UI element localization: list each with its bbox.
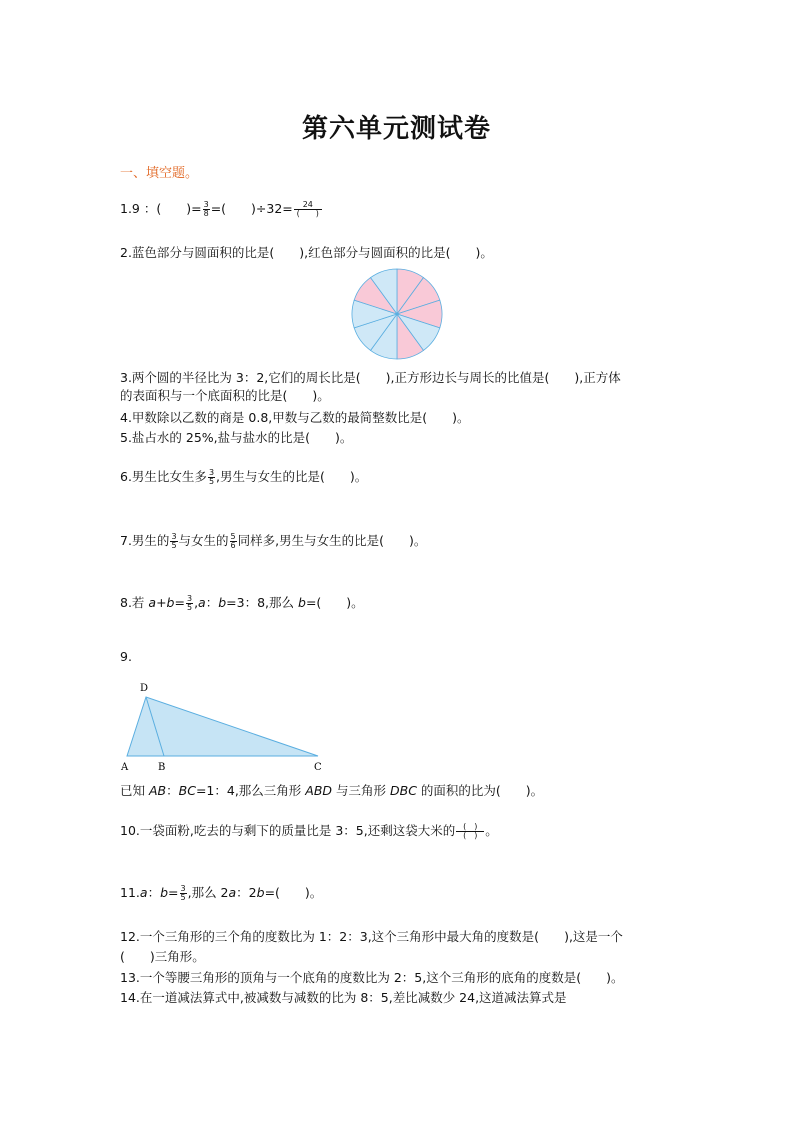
pie-circle-figure	[350, 267, 444, 361]
question-2: 2.蓝色部分与圆面积的比是( ),红色部分与圆面积的比是( )。	[120, 245, 493, 260]
fraction: $\frac{3}{8}$	[203, 200, 209, 218]
triangle-figure	[118, 676, 330, 774]
question-4: 4.甲数除以乙数的商是 0.8,甲数与乙数的最简整数比是( )。	[120, 410, 470, 425]
fraction: $\frac{3}{5}$	[180, 884, 186, 902]
vertex-label-d: D	[140, 683, 149, 694]
page-title: 第六单元测试卷	[301, 114, 491, 144]
question-3-line-2: 的表面积与一个底面积的比是( )。	[120, 388, 330, 403]
question-9: 已知 AB：BC=1：4,那么三角形 ABD 与三角形 DBC 的面积的比为( )。	[120, 783, 544, 798]
section-heading-fill-blank: 一、填空题。	[120, 166, 199, 181]
fraction: $\frac{5}{6}$	[230, 532, 236, 550]
vertex-label-b: B	[158, 762, 166, 773]
question-13: 13.一个等腰三角形的顶角与一个底角的度数比为 2：5,这个三角形的底角的度数是( )。	[120, 970, 624, 985]
fraction: $\frac{3}{5}$	[208, 468, 215, 486]
question-12-line-2: ( )三角形。	[120, 949, 205, 964]
fraction: $\frac{3}{5}$	[186, 594, 193, 612]
question-9-number: 9.	[120, 649, 132, 664]
vertex-label-a: A	[121, 762, 129, 773]
question-3-line-1: 3.两个圆的半径比为 3：2,它们的周长比是( ),正方形边长与周长的比值是( ),正方体	[120, 370, 621, 385]
fraction: $\frac{( )}{( )}$	[456, 823, 484, 840]
vertex-label-c: C	[314, 762, 322, 773]
question-8: 8.若 a+b= $\frac{3}{5}$ ,a：b=3：8,那么 b=( )。	[120, 594, 364, 612]
question-10: 10.一袋面粉,吃去的与剩下的质量比是 3：5,还剩这袋大米的 $\frac{( )}{( )}$ 。	[120, 822, 498, 840]
question-12-line-1: 12.一个三角形的三个角的度数比为 1：2：3,这个三角形中最大角的度数是( ),这是一个	[120, 929, 623, 944]
fraction: $\frac{3}{5}$	[171, 532, 177, 550]
question-6: 6.男生比女生多 $\frac{3}{5}$ ,男生与女生的比是( )。	[120, 468, 368, 486]
question-1: 1.9 ：( )= $\frac{3}{8}$ =( )÷32= $\frac{24}{( )}$	[120, 200, 323, 218]
question-14: 14.在一道减法算式中,被减数与减数的比为 8：5,差比减数少 24,这道减法算式是	[120, 990, 567, 1005]
fraction: $\frac{24}{( )}$	[294, 201, 322, 218]
question-11: 11.a：b= $\frac{3}{5}$ ,那么 2a：2b=( )。	[120, 884, 323, 902]
question-7: 7.男生的 $\frac{3}{5}$ 与女生的 $\frac{5}{6}$ 同样多,男生与女生的比是( )。	[120, 532, 427, 550]
question-5: 5.盐占水的 25%,盐与盐水的比是( )。	[120, 430, 353, 445]
